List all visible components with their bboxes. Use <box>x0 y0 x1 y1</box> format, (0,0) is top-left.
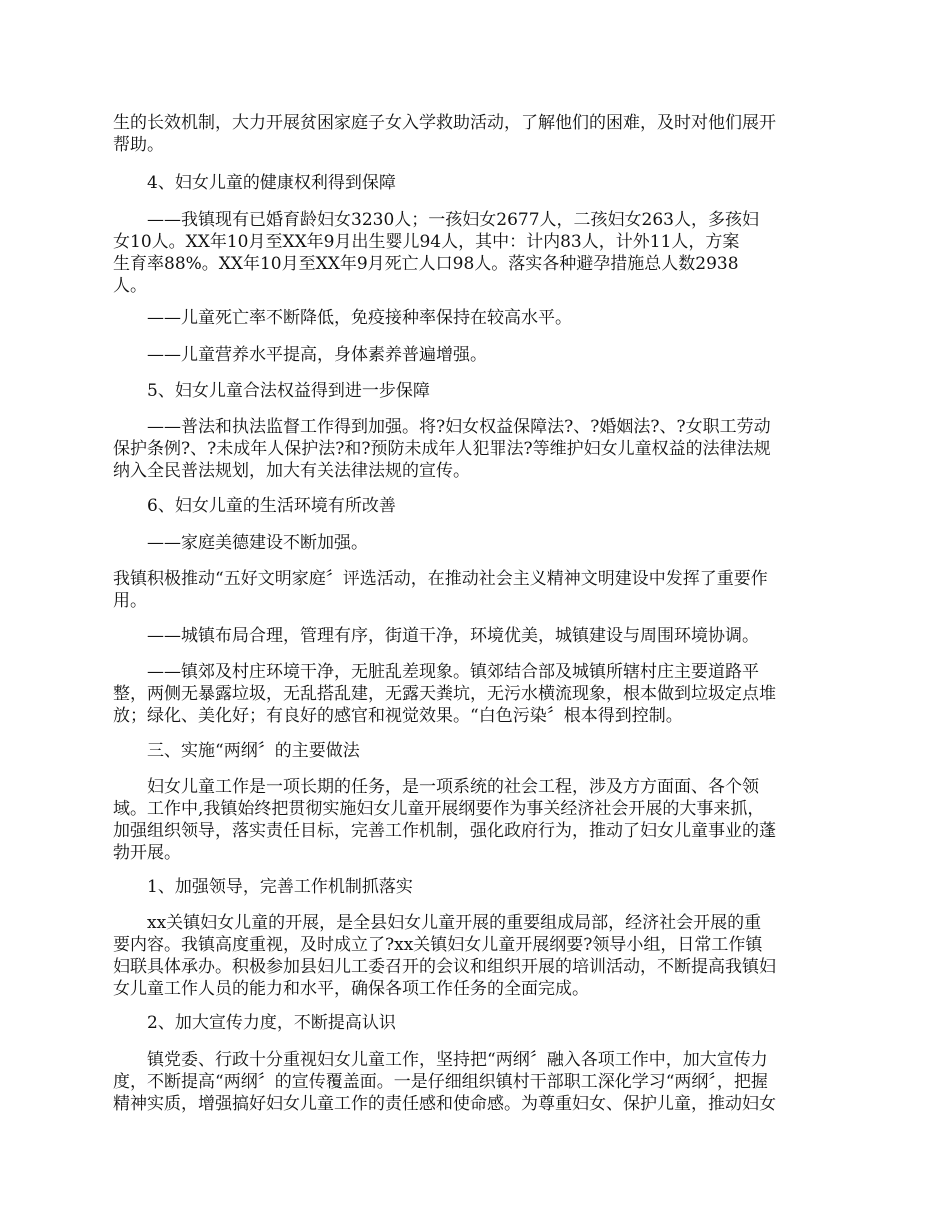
text-line: ——城镇布局合理，管理有序，街道干净，环境优美，城镇建设与周围环境协调。 <box>113 626 759 646</box>
text-line: 镇党委、行政十分重视妇女儿童工作，坚持把“两纲〞融入各项工作中，加大宣传力 <box>113 1050 768 1070</box>
text-line: 放；绿化、美化好；有良好的感官和视觉效果。“白色污染〞根本得到控制。 <box>113 706 683 726</box>
paragraph-family-virtue <box>113 532 841 554</box>
text-line: 生育率88%。XX年10月至XX年9月死亡人口98人。落实各种避孕措施总人数2938 <box>113 254 739 274</box>
paragraph-law-enforcement <box>113 416 841 482</box>
text-line: 女10人。XX年10月至XX年9月出生婴儿94人，其中：计内83人，计外11人，方案 <box>113 232 740 252</box>
text-line: 勃开展。 <box>113 843 181 863</box>
section-heading-4 <box>113 172 841 194</box>
section-heading-three <box>113 740 841 762</box>
text-line: 6、妇女儿童的生活环境有所改善 <box>113 496 396 516</box>
paragraph-child-nutrition <box>113 344 841 366</box>
section-heading-2 <box>113 1012 841 1034</box>
text-line: ——普法和执法监督工作得到加强。将?妇女权益保障法?、?婚姻法?、?女职工劳动 <box>113 417 771 437</box>
text-line: 妇女儿童工作是一项长期的任务，是一项系统的社会工程，涉及方方面面、各个领 <box>113 777 759 797</box>
text-line: 生的长效机制，大力开展贫困家庭子女入学救助活动，了解他们的困难，及时对他们展开 <box>113 113 776 133</box>
text-line: 帮助。 <box>113 135 164 155</box>
text-line: 三、实施“两纲〞的主要做法 <box>113 741 360 761</box>
text-line: 2、加大宣传力度，不断提高认识 <box>113 1013 396 1033</box>
paragraph-leadership <box>113 912 841 1000</box>
text-line: 纳入全民普法规划，加大有关法律法规的宣传。 <box>113 461 470 481</box>
text-line: 域。工作中,我镇始终把贯彻实施妇女儿童开展纲要作为事关经济社会开展的大事来抓， <box>113 799 765 819</box>
text-line: 1、加强领导，完善工作机制抓落实 <box>113 877 413 897</box>
section-heading-1 <box>113 876 841 898</box>
text-line: ——镇郊及村庄环境干净，无脏乱差现象。镇郊结合部及城镇所辖村庄主要道路平 <box>113 662 759 682</box>
text-line: 加强组织领导，落实责任目标，完善工作机制，强化政府行为，推动了妇女儿童事业的蓬 <box>113 821 776 841</box>
text-line: 要内容。我镇高度重视，及时成立了?xx关镇妇女儿童开展纲要?领导小组，日常工作镇 <box>113 935 763 955</box>
text-line: ——家庭美德建设不断加强。 <box>113 533 368 553</box>
paragraph-long-term-task <box>113 776 841 864</box>
paragraph-town-layout <box>113 625 841 647</box>
section-heading-5 <box>113 380 841 402</box>
paragraph-publicity <box>113 1049 841 1115</box>
text-line: 用。 <box>113 591 147 611</box>
text-line: ——我镇现有已婚育龄妇女3230人；一孩妇女2677人，二孩妇女263人，多孩妇 <box>113 210 759 230</box>
text-line: 4、妇女儿童的健康权利得到保障 <box>113 173 396 193</box>
text-line: 妇联具体承办。积极参加县妇儿工委召开的会议和组织开展的培训活动，不断提高我镇妇 <box>113 957 776 977</box>
text-line: 度，不断提高“两纲〞的宣传覆盖面。一是仔细组织镇村干部职工深化学习“两纲〞，把握 <box>113 1072 768 1092</box>
text-line: 5、妇女儿童合法权益得到进一步保障 <box>113 381 430 401</box>
text-line: ——儿童死亡率不断降低，免疫接种率保持在较高水平。 <box>113 308 572 328</box>
text-line: 人。 <box>113 276 147 296</box>
paragraph-child-mortality <box>113 307 841 329</box>
text-line: 我镇积极推动“五好文明家庭〞评选活动，在推动社会主义精神文明建设中发挥了重要作 <box>113 569 768 589</box>
section-heading-6 <box>113 495 841 517</box>
paragraph-continuation <box>113 112 841 156</box>
text-line: 整，两侧无暴露垃圾，无乱搭乱建，无露天粪坑，无污水横流现象，根本做到垃圾定点堆 <box>113 684 776 704</box>
paragraph-village-environment <box>113 661 841 727</box>
paragraph-health-stats <box>113 209 841 297</box>
paragraph-five-good-families <box>113 568 841 612</box>
text-line: xx关镇妇女儿童的开展，是全县妇女儿童开展的重要组成局部，经济社会开展的重 <box>113 913 762 933</box>
text-line: 保护条例?、?未成年人保护法?和?预防未成年人犯罪法?等维护妇女儿童权益的法律法规 <box>113 439 771 459</box>
text-line: ——儿童营养水平提高，身体素养普遍增强。 <box>113 345 487 365</box>
text-line: 女儿童工作人员的能力和水平，确保各项工作任务的全面完成。 <box>113 979 589 999</box>
text-line: 精神实质，增强搞好妇女儿童工作的责任感和使命感。为尊重妇女、保护儿童，推动妇女 <box>113 1094 776 1114</box>
